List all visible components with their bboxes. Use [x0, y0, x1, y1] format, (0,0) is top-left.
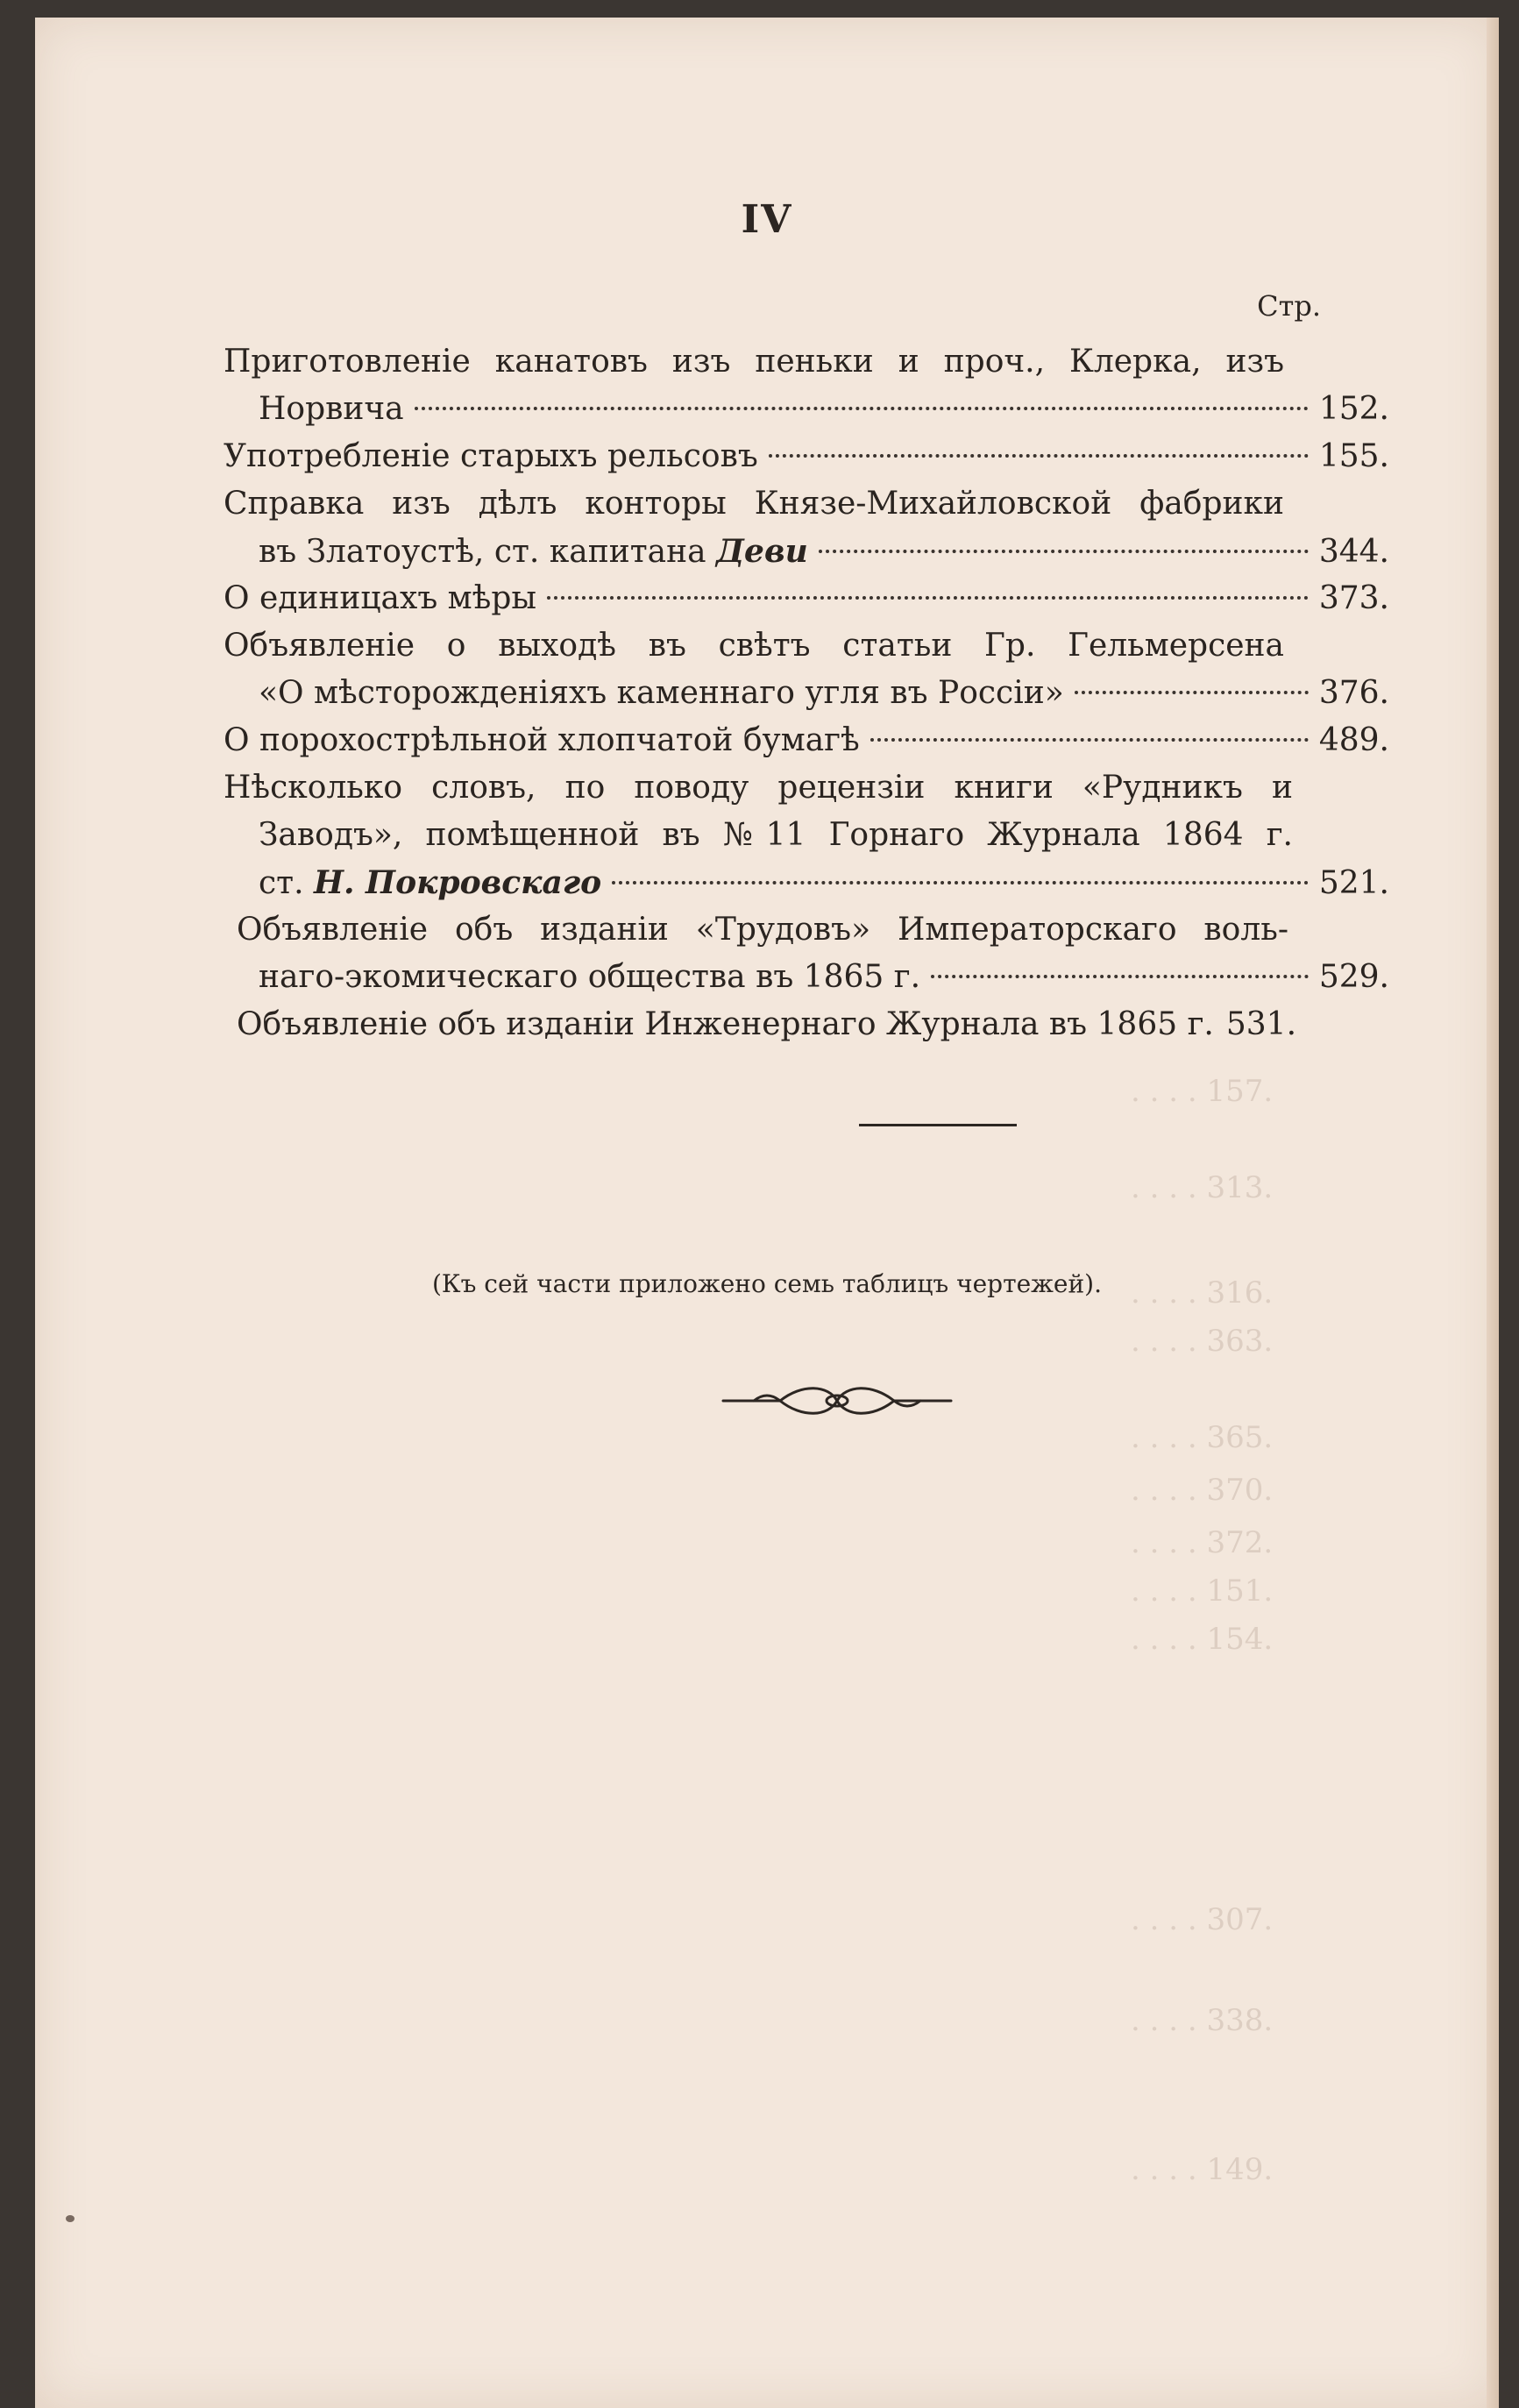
toc-entry-text: Справка изъ дѣлъ конторы Князе-Михайловской фабрики: [224, 486, 1284, 522]
toc-line: [259, 859, 1389, 906]
page-column-header: Стр.: [1257, 289, 1321, 323]
toc-page-number: 521.: [1318, 865, 1389, 901]
toc-line: [224, 338, 1284, 386]
toc-line: [259, 670, 1389, 717]
toc-entry-text: Употребленіе старыхъ рельсовъ: [224, 438, 758, 474]
dot-leader: [870, 738, 1309, 742]
toc-entry-text-main: въ Златоустѣ, ст. капитана: [259, 534, 717, 570]
toc-entry-text: Объявленіе о выходѣ въ свѣтъ статьи Гр. Гельмерсена: [224, 628, 1284, 664]
toc-entry-text: «О мѣсторожденіяхъ каменнаго угля въ Россіи»: [259, 675, 1064, 711]
toc-page-number: 489.: [1318, 722, 1389, 758]
toc-entry-text: Объявленіе объ изданіи Инженернаго Журнала въ 1865 г.: [237, 1006, 1214, 1042]
toc-entry-text: О единицахъ мѣры: [224, 580, 537, 616]
toc-entry-text: Нѣсколько словъ, по поводу рецензіи книги «Рудникъ и: [224, 770, 1293, 806]
toc-page-number: 152.: [1318, 391, 1389, 427]
toc-line: [224, 622, 1284, 670]
dot-leader: [415, 407, 1309, 410]
toc-line: [224, 764, 1293, 812]
table-of-contents: [35, 18, 1499, 2408]
toc-entry-author: Деви: [716, 533, 808, 570]
toc-line: [224, 575, 1389, 622]
toc-page-number: 376.: [1318, 675, 1389, 711]
toc-line: [224, 480, 1284, 528]
toc-entry-text: Объявленіе объ изданіи «Трудовъ» Императорскаго воль-: [237, 912, 1288, 948]
show-through: . . . . 157. . . . . 313. . . . . 316. . . . . 363. . . . . 365. . . . . 370. . . . . 372. . . . . 151. . . . . 154. . . . . 307. . . . . 338. . . . . 149.: [1131, 1074, 1274, 2187]
paper-speck: [66, 2215, 75, 2222]
toc-entry-text: [259, 859, 601, 907]
toc-entry-text: О порохострѣльной хлопчатой бумагѣ: [224, 722, 860, 758]
toc-line: [259, 386, 1389, 433]
dot-leader: [819, 550, 1309, 553]
dot-leader: [769, 454, 1309, 458]
toc-line: [259, 528, 1389, 575]
toc-entry-text: [259, 528, 808, 576]
toc-entry-text: Норвича: [259, 391, 404, 427]
toc-line: [237, 1001, 1389, 1048]
flourish-ornament-icon: [719, 1374, 955, 1427]
plates-note: (Къ сей части приложено семь таблицъ чертежей).: [432, 1269, 1102, 1298]
page-folio: IV: [741, 197, 793, 242]
toc-line: [237, 906, 1288, 954]
toc-page-number: 373.: [1318, 580, 1389, 616]
dot-leader: [547, 596, 1309, 600]
toc-line: [259, 812, 1293, 859]
toc-entry-text: наго-экомическаго общества въ 1865 г.: [259, 959, 921, 995]
toc-line: [224, 717, 1389, 764]
toc-entry-author: Н. Покровскаго: [313, 864, 602, 901]
toc-entry-text: Заводъ», помѣщенной въ №11 Горнаго Журнала 1864 г.: [259, 817, 1293, 853]
toc-page-number: 531.: [1225, 1006, 1297, 1042]
book-page: [35, 18, 1499, 2408]
dot-leader: [931, 975, 1309, 978]
dot-leader: [612, 881, 1309, 884]
toc-page-number: 155.: [1318, 438, 1389, 474]
toc-entry-text: Приготовленіе канатовъ изъ пеньки и проч., Клерка, изъ: [224, 344, 1284, 380]
toc-page-number: 344.: [1318, 534, 1389, 570]
toc-page-number: 529.: [1318, 959, 1389, 995]
toc-line: [259, 954, 1389, 1001]
dot-leader: [1075, 691, 1309, 694]
section-rule: [859, 1124, 1017, 1126]
toc-line: [224, 433, 1389, 480]
toc-entry-text-main: ст.: [259, 865, 314, 901]
